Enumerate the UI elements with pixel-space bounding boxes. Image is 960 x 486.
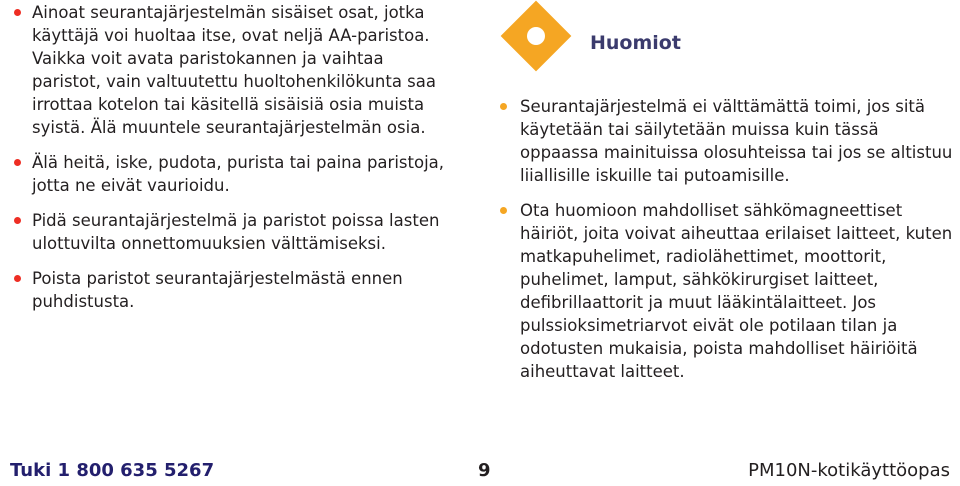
- list-item: [12, 209, 452, 255]
- list-item-text: Ota huomioon mahdolliset sähkömagneettiset häiriöt, joita voivat aiheuttaa erilaiset laitteet, kuten matkapuhelimet, radiolähettimet, moottorit, puhelimet, lamput, sähkökirurgiset laitteet, defibrillaattorit ja muut lääkintälaitteet. Jos pulssioksimetriarvot eivät ole potilaan tilan ja odotusten mukaisia, poista mahdolliset häiriöitä aiheuttavat laitteet.: [520, 201, 953, 381]
- list-item: [500, 199, 955, 383]
- list-item-text: Älä heitä, iske, pudota, purista tai paina paristoja, jotta ne eivät vaurioidu.: [32, 153, 445, 195]
- list-item-text: Ainoat seurantajärjestelmän sisäiset osat, jotka käyttäjä voi huoltaa itse, ovat neljä AA-paristoa. Vaikka voit avata paristokannen ja vaihtaa paristot, vain valtuutettu huoltohenkilökunta saa irrottaa kotelon tai käsitellä sisäisiä osia muista syistä. Älä muuntele seurantajärjestelmän osia.: [32, 3, 436, 137]
- notes-column: [500, 0, 955, 395]
- bullet-dot-icon: [14, 159, 21, 166]
- bullet-dot-icon: [14, 275, 21, 282]
- notes-title: Huomiot: [590, 32, 681, 54]
- support-phone: Tuki 1 800 635 5267: [10, 460, 215, 481]
- list-item: [500, 95, 955, 187]
- notes-list: [500, 95, 955, 383]
- list-item-text: Poista paristot seurantajärjestelmästä ennen puhdistusta.: [32, 269, 403, 311]
- page-footer: [0, 455, 960, 485]
- list-item: [12, 267, 452, 313]
- guide-name: PM10N-kotikäyttöopas: [748, 460, 950, 481]
- list-item: [12, 1, 452, 139]
- list-item: [12, 151, 452, 197]
- notes-header: [500, 0, 955, 88]
- bullet-dot-icon: [14, 217, 21, 224]
- warnings-list: [12, 1, 452, 313]
- bullet-dot-icon: [500, 207, 507, 214]
- diamond-center-dot-icon: [527, 27, 545, 45]
- list-item-text: Pidä seurantajärjestelmä ja paristot poissa lasten ulottuvilta onnettomuuksien välttämiseksi.: [32, 211, 440, 253]
- warnings-column: [12, 0, 452, 325]
- bullet-dot-icon: [500, 103, 507, 110]
- page-number: 9: [478, 460, 491, 481]
- bullet-dot-icon: [14, 9, 21, 16]
- list-item-text: Seurantajärjestelmä ei välttämättä toimi, jos sitä käytetään tai säilytetään muissa kuin tässä oppaassa mainituissa olosuhteissa tai jos se altistuu liiallisille iskuille tai putoamisille.: [520, 97, 953, 185]
